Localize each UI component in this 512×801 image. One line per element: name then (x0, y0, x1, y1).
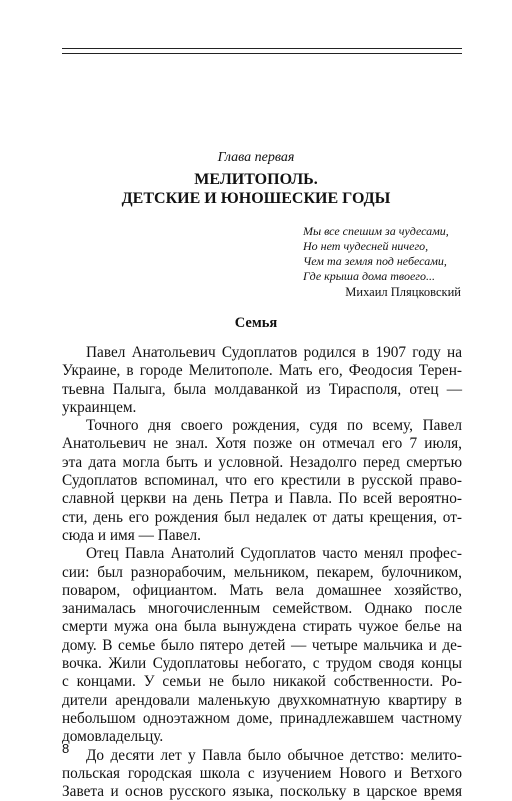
body-line: сюда и имя — Павел. (62, 526, 201, 544)
epigraph-line: Но нет чудесней ничего, (303, 239, 429, 253)
epigraph-line: Где крыша дома твоего... (303, 269, 435, 283)
body-line: Завета и основ русского языка, поскольку в царское время (62, 783, 462, 801)
epigraph (303, 224, 473, 284)
body-line: тьевна Палыга, была молдаванкой из Тирасполя, отец — (62, 380, 462, 398)
body-line: небольшом одноэтажном доме, принадлежавшем частному (62, 709, 462, 727)
body-line: Украине, в городе Мелитополе. Мать его, Феодосия Терен- (62, 362, 462, 380)
chapter-title-line: МЕЛИТОПОЛЬ. (194, 171, 318, 188)
body-line: с концами. У семьи не было никакой собственности. Ро- (62, 673, 462, 691)
section-title: Семья (234, 315, 278, 331)
body-line: Анатольевич не знал. Хотя позже он отмечал его 7 июля, (62, 435, 462, 453)
chapter-label: Глава первая (217, 150, 295, 165)
body-text (62, 344, 462, 801)
body-line: смерти мужа она была вынуждена стирать чужое белье на (62, 618, 462, 636)
body-line: дители арендовали маленькую двухкомнатную квартиру в (62, 691, 462, 709)
body-line: украинцем. (62, 398, 137, 416)
body-line: Судоплатов вспоминал, что его крестили в русской право- (62, 472, 462, 490)
chapter-title (0, 170, 512, 208)
epigraph-line: Мы все спешим за чудесами, (303, 224, 449, 238)
epigraph-author: Михаил Пляцковский (345, 285, 461, 299)
body-line: вочка. Жили Судоплатовы небогато, с трудом сводя концы (62, 655, 462, 673)
body-line: Павел Анатольевич Судоплатов родился в 1907 году на (86, 344, 462, 361)
body-line: Отец Павла Анатолий Судоплатов часто менял профес- (86, 545, 462, 563)
epigraph-line: Чем та земля под небесами, (303, 254, 447, 268)
top-rule-secondary (62, 53, 462, 54)
body-line: Точного дня своего рождения, судя по всему, Павел (86, 417, 462, 435)
page-number: 8 (62, 741, 70, 756)
body-line: дому. В семье было пятеро детей — четыре мальчика и де- (62, 636, 462, 654)
chapter-title-line: ДЕТСКИЕ И ЮНОШЕСКИЕ ГОДЫ (121, 190, 391, 207)
body-line: домовладельцу. (62, 728, 164, 746)
body-line: сии: был разнорабочим, мельником, пекарем, булочником, (62, 563, 462, 581)
body-line: эта дата могла быть и условной. Незадолго перед смертью (62, 453, 462, 471)
body-line: поваром, официантом. Мать вела домашнее хозяйство, (62, 581, 462, 599)
body-line: До десяти лет у Павла было обычное детство: мелито- (86, 746, 462, 764)
top-rule (62, 48, 462, 49)
body-line: сти, день его рождения был недалек от даты крещения, от- (62, 508, 462, 526)
body-line: славной церкви на день Петра и Павла. По всей вероятно- (62, 490, 462, 508)
body-line: занималась многочисленным семейством. Однако после (62, 600, 462, 618)
body-line: польская городская школа с изучением Нового и Ветхого (62, 764, 462, 782)
